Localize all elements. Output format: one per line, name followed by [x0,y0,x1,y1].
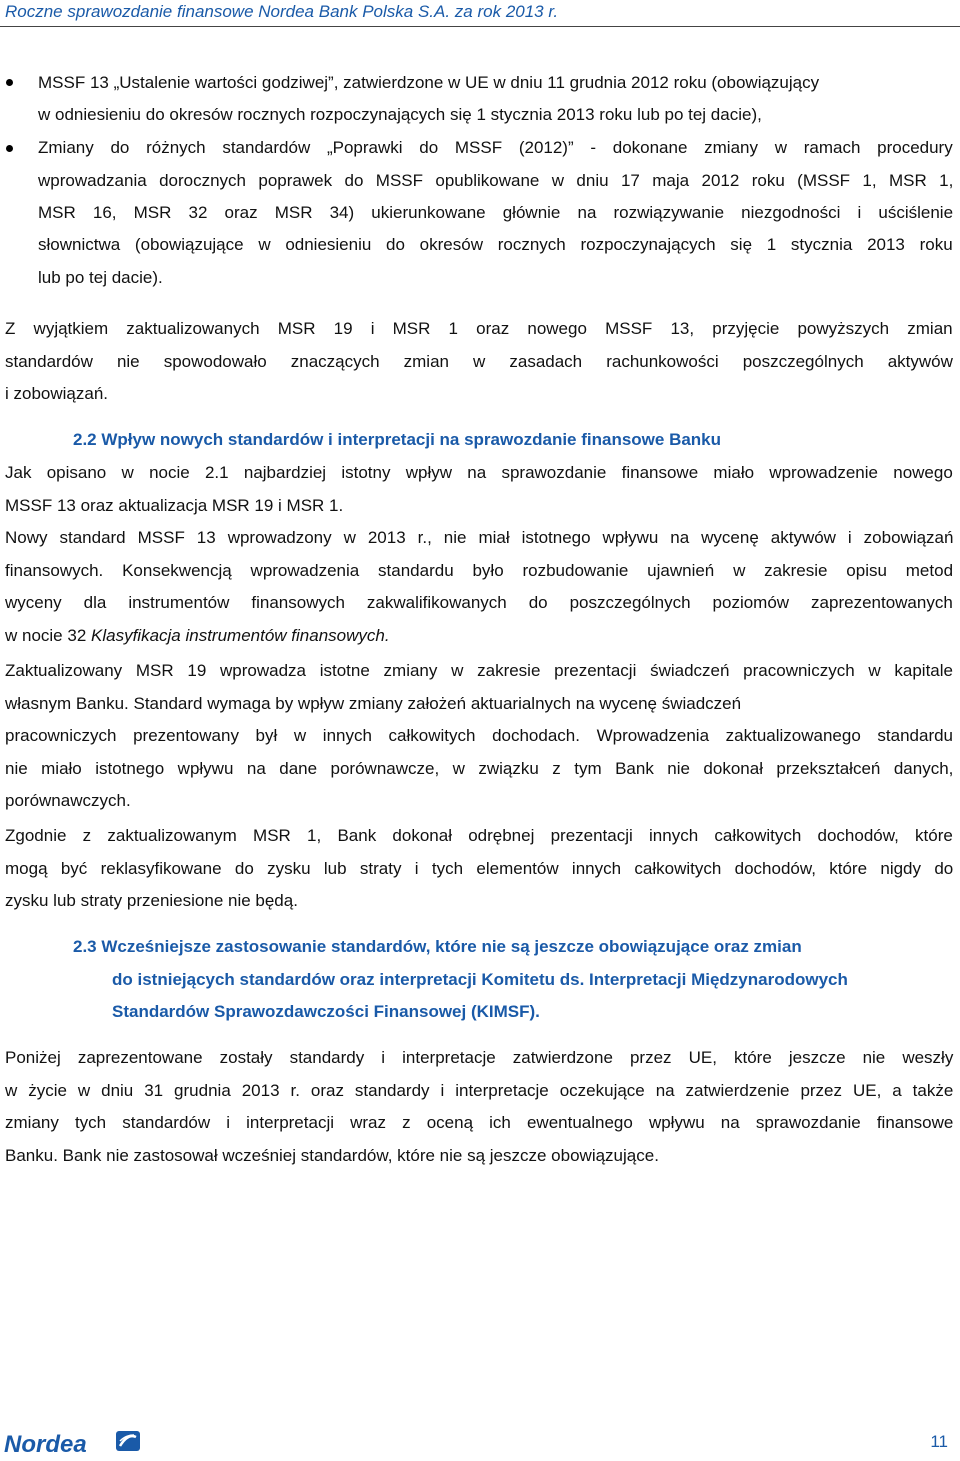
paragraph-line: Poniżej zaprezentowane zostały standardy i interpretacje zatwierdzone przez UE, które jeszcze nie weszły [5,1048,954,1067]
paragraph-line: w życie w dniu 31 grudnia 2013 r. oraz standardy i interpretacje oczekujące na zatwierdzenie przez UE, a także [5,1081,954,1100]
paragraph-line: Zaktualizowany MSR 19 wprowadza istotne zmiany w zakresie prezentacji świadczeń pracowniczych w kapitale [5,661,953,680]
bullet-2-line-5: lub po tej dacie). [38,268,163,287]
document-header-title: Roczne sprawozdanie finansowe Nordea Bank Polska S.A. za rok 2013 r. [5,2,559,21]
paragraph-line: standardów nie spowodowało znaczących zmian w zasadach rachunkowości poszczególnych aktywów [5,352,953,371]
bullet-icon [6,145,13,152]
paragraph-line: Nowy standard MSSF 13 wprowadzony w 2013 r., nie miał istotnego wpływu na wycenę aktywów i zobowiązań [5,528,954,547]
paragraph-line: i zobowiązań. [5,384,109,403]
paragraph-line: Zgodnie z zaktualizowanym MSR 1, Bank dokonał odrębnej prezentacji innych całkowitych dochodów, które [5,826,953,845]
paragraph-line: Banku. Bank nie zastosował wcześniej standardów, które nie są jeszcze obowiązujące. [5,1146,659,1165]
bullet-1-line-2: w odniesieniu do okresów rocznych rozpoczynających się 1 stycznia 2013 roku lub po tej dacie), [38,105,762,124]
nordea-logo [4,1428,144,1456]
header-divider [0,26,960,27]
section-heading-2-3: 2.3 Wcześniejsze zastosowanie standardów, które nie są jeszcze obowiązujące oraz zmian [73,937,802,956]
paragraph-line: finansowych. Konsekwencją wprowadzenia standardu było rozbudowanie ujawnień w zakresie opisu metod [5,561,954,580]
nordea-logo-icon [4,1428,144,1456]
paragraph-line: zmiany tych standardów i interpretacji wraz z oceną ich ewentualnego wpływu na sprawozdanie finansowe [5,1113,954,1132]
paragraph-line [5,620,390,652]
paragraph-line: Jak opisano w nocie 2.1 najbardziej istotny wpływ na sprawozdanie finansowe miało wprowadzenie nowego [5,463,953,482]
paragraph-line: MSSF 13 oraz aktualizacja MSR 19 i MSR 1. [5,496,344,515]
paragraph-line: mogą być reklasyfikowane do zysku lub straty i tych elementów innych całkowitych dochodów, które nigdy do [5,859,954,878]
bullet-1-line-1: MSSF 13 „Ustalenie wartości godziwej”, zatwierdzone w UE w dniu 11 grudnia 2012 roku (obowiązujący [38,73,820,92]
note-reference-italic: Klasyfikacja instrumentów finansowych. [91,626,390,645]
bullet-2-line-1: Zmiany do różnych standardów „Poprawki do MSSF (2012)” - dokonane zmiany w ramach procedury [38,138,953,157]
bullet-2-line-4: słownictwa (obowiązujące w odniesieniu do okresów rocznych rozpoczynających się 1 stycznia 2013 roku [38,235,953,254]
section-heading-2-3-line-3: Standardów Sprawozdawczości Finansowej (KIMSF). [112,1002,540,1021]
paragraph-text: w nocie 32 [5,626,91,645]
section-heading-2-2: 2.2 Wpływ nowych standardów i interpretacji na sprawozdanie finansowe Banku [73,430,722,449]
paragraph-line: nie miało istotnego wpływu na dane porównawcze, w związku z tym Bank nie dokonał przekształceń danych, [5,759,954,778]
page-number: 11 [930,1432,948,1451]
paragraph-line: zysku lub straty przeniesione nie będą. [5,891,298,910]
paragraph-line: porównawczych. [5,791,131,810]
paragraph-line: własnym Banku. Standard wymaga by wpływ zmiany założeń aktuarialnych na wycenę świadczeń [5,694,742,713]
paragraph-line: pracowniczych prezentowany był w innych całkowitych dochodach. Wprowadzenia zaktualizowanego standardu [5,726,954,745]
paragraph-line: wyceny dla instrumentów finansowych zakwalifikowanych do poszczególnych poziomów zaprezentowanych [5,593,953,612]
section-heading-2-3-line-2: do istniejących standardów oraz interpretacji Komitetu ds. Interpretacji Międzynarodowych [112,970,848,989]
bullet-2-line-2: wprowadzania dorocznych poprawek do MSSF opublikowane w dniu 17 maja 2012 roku (MSSF 1, MSR 1, [38,171,954,190]
bullet-icon [6,79,13,86]
paragraph-line: Z wyjątkiem zaktualizowanych MSR 19 i MSR 1 oraz nowego MSSF 13, przyjęcie powyższych zmian [5,319,953,338]
bullet-2-line-3: MSR 16, MSR 32 oraz MSR 34) ukierunkowane głównie na rozwiązywanie niezgodności i uściślenie [38,203,954,222]
logo-wordmark: Nordea [4,1431,87,1456]
